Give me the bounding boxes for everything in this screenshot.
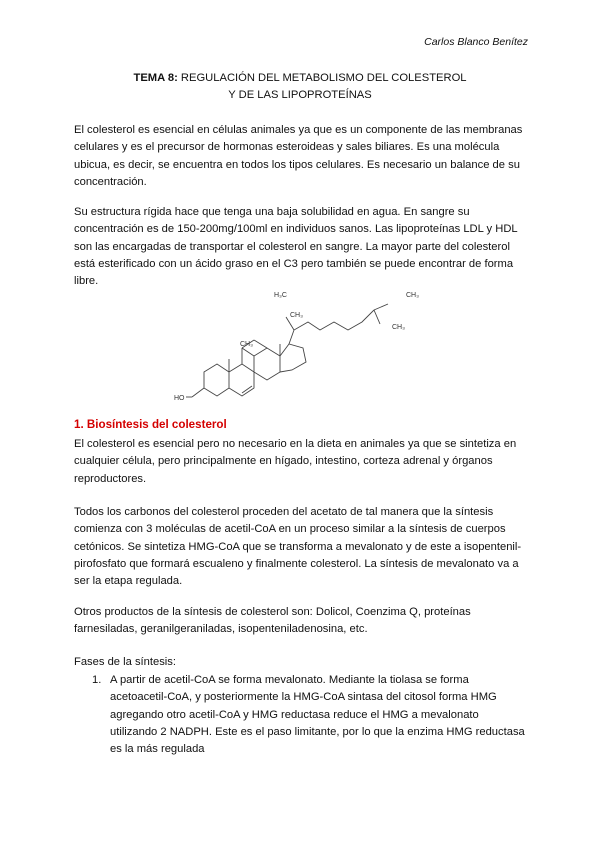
paragraph-phases: Fases de la síntesis: bbox=[74, 656, 176, 668]
label-ho: HO bbox=[174, 395, 185, 402]
page-title bbox=[0, 70, 600, 104]
list-item bbox=[92, 672, 528, 758]
list-item-number: 1. bbox=[92, 674, 102, 686]
paragraph-intro: El colesterol es esencial en células animales ya que es un componente de las membranas celulares y es el precursor de hormonas esteroideas y sales biliares. Es una molécula ubicua, es decir, se encuentra en todos los tipos celulares. Es necesario un balance de su concentración. bbox=[74, 124, 523, 188]
label-ch3-mid: CH₃ bbox=[290, 312, 303, 319]
title-main: REGULACIÓN DEL METABOLISMO DEL COLESTEROL bbox=[177, 72, 467, 84]
author-header: Carlos Blanco Benítez bbox=[424, 36, 528, 48]
label-ch3-left: CH₃ bbox=[240, 341, 253, 348]
label-ch3-top: CH₃ bbox=[406, 292, 419, 299]
cholesterol-structure-diagram bbox=[170, 284, 460, 412]
paragraph-products: Otros productos de la síntesis de colesterol son: Dolicol, Coenzima Q, proteínas farnesiladas, geranilgeraniladas, isopenteniladenosina, etc. bbox=[74, 606, 471, 636]
section-heading: 1. Biosíntesis del colesterol bbox=[74, 418, 227, 431]
paragraph-structure: Su estructura rígida hace que tenga una baja solubilidad en agua. En sangre su concentración es de 150-200mg/100ml en individuos sanos. Las lipoproteínas LDL y HDL son las encargadas de transportar el colesterol en sangre. La mayor parte del colesterol está esterificado con un ácido graso en el C3 pero también se puede encontrar de forma libre. bbox=[74, 206, 518, 288]
label-ch3-right: CH₃ bbox=[392, 324, 405, 331]
title-line-1 bbox=[0, 70, 600, 87]
phases-list bbox=[92, 672, 528, 758]
title-line-2: Y DE LAS LIPOPROTEÍNAS bbox=[228, 89, 372, 101]
paragraph-carbons: Todos los carbonos del colesterol proceden del acetato de tal manera que la síntesis comienza con 3 moléculas de acetil-CoA en un proceso similar a la síntesis de cuerpos cetónicos. Se sintetiza HMG-CoA que se transforma a mevalonato y de este a isopentenil-pirofosfato que formará escualeno y finalmente colesterol. La síntesis de mevalonato va a ser la etapa regulada. bbox=[74, 506, 522, 588]
list-item-text: A partir de acetil-CoA se forma mevalonato. Mediante la tiolasa se forma acetoacetil-CoA, y posteriormente la HMG-CoA sintasa del citosol forma HMG agregando otro acetil-CoA y HMG reductasa reduce el HMG a mevalonato utilizando 2 NADPH. Este es el paso limitante, por lo que la enzima HMG reductasa es la más regulada bbox=[110, 674, 525, 756]
paragraph-diet: El colesterol es esencial pero no necesario en la dieta en animales ya que se sintetiza en cualquier célula, pero principalmente en hígado, intestino, corteza adrenal y órganos reproductores. bbox=[74, 438, 517, 485]
label-h3c: H₃C bbox=[274, 292, 287, 299]
title-prefix: TEMA 8: bbox=[133, 72, 178, 84]
